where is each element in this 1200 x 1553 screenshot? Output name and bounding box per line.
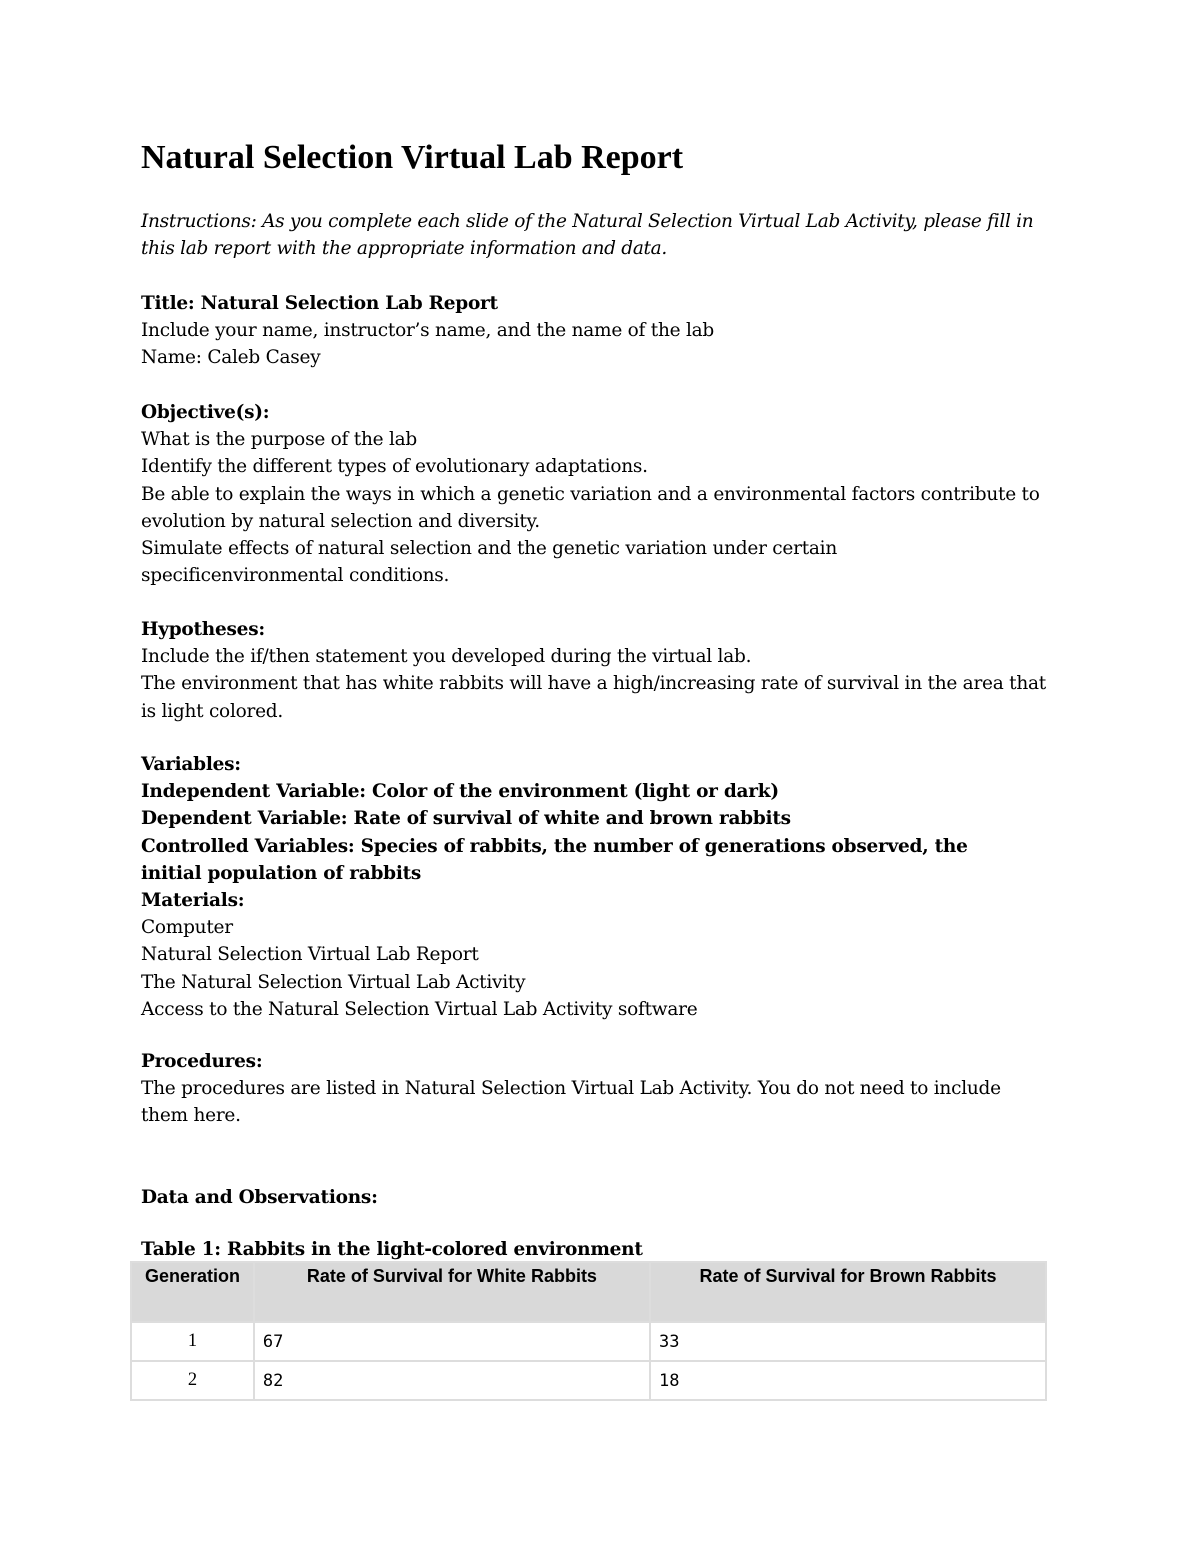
student-name: Name: Caleb Casey bbox=[141, 347, 321, 369]
title-section bbox=[141, 290, 1046, 372]
column-header-generation: Generation bbox=[131, 1262, 254, 1322]
hypotheses-heading: Hypotheses: bbox=[141, 619, 265, 640]
instructions-text: Instructions: As you complete each slide of the Natural Selection Virtual Lab Activity, please fill in this lab report with the appropriate information and data. bbox=[141, 211, 1034, 259]
procedures-heading: Procedures: bbox=[141, 1051, 263, 1072]
column-header-brown-rabbits: Rate of Survival for Brown Rabbits bbox=[650, 1262, 1046, 1322]
table-cell-white-rate: 67 bbox=[254, 1322, 650, 1361]
table-row bbox=[131, 1361, 1046, 1400]
procedures-section bbox=[141, 1048, 1046, 1130]
table-cell-generation: 1 bbox=[131, 1322, 254, 1361]
objective-item: Identify the different types of evolutionary adaptations. bbox=[141, 456, 648, 478]
table-row bbox=[131, 1322, 1046, 1361]
materials-heading: Materials: bbox=[141, 890, 245, 912]
variables-section bbox=[141, 751, 1046, 1023]
data-observations-section bbox=[141, 1184, 1046, 1211]
procedures-text: The procedures are listed in Natural Selection Virtual Lab Activity. You do not need to include them here. bbox=[141, 1078, 1001, 1127]
document-title: Natural Selection Virtual Lab Report bbox=[141, 139, 684, 176]
hypotheses-prompt: Include the if/then statement you developed during the virtual lab. bbox=[141, 646, 752, 668]
survival-table bbox=[130, 1261, 1047, 1401]
material-item: The Natural Selection Virtual Lab Activity bbox=[141, 971, 526, 993]
column-header-white-rabbits: Rate of Survival for White Rabbits bbox=[254, 1262, 650, 1322]
title-prompt: Include your name, instructor’s name, and the name of the lab bbox=[141, 320, 715, 342]
objectives-prompt: What is the purpose of the lab bbox=[141, 429, 417, 451]
table-caption: Table 1: Rabbits in the light-colored environment bbox=[141, 1239, 643, 1260]
objective-item: Be able to explain the ways in which a genetic variation and a environmental factors contribute to evolution by natural selection and diversity. bbox=[141, 483, 1040, 532]
hypothesis-statement: The environment that has white rabbits will have a high/increasing rate of survival in the area that is light colored. bbox=[141, 673, 1046, 722]
table-header-row bbox=[131, 1262, 1046, 1322]
material-item: Computer bbox=[141, 917, 233, 939]
data-observations-heading: Data and Observations: bbox=[141, 1187, 378, 1208]
independent-variable: Independent Variable: Color of the environment (light or dark) bbox=[141, 781, 779, 803]
table-cell-brown-rate: 33 bbox=[650, 1322, 1046, 1361]
table-cell-generation: 2 bbox=[131, 1361, 254, 1400]
controlled-variables: Controlled Variables: Species of rabbits, the number of generations observed, the initial population of rabbits bbox=[141, 835, 987, 884]
objectives-section bbox=[141, 399, 1046, 589]
objectives-heading: Objective(s): bbox=[141, 402, 270, 423]
variables-heading: Variables: bbox=[141, 754, 241, 775]
title-heading: Title: Natural Selection Lab Report bbox=[141, 293, 498, 314]
material-item: Access to the Natural Selection Virtual Lab Activity software bbox=[141, 998, 698, 1020]
dependent-variable: Dependent Variable: Rate of survival of white and brown rabbits bbox=[141, 808, 791, 830]
material-item: Natural Selection Virtual Lab Report bbox=[141, 944, 479, 966]
table-cell-white-rate: 82 bbox=[254, 1361, 650, 1400]
table-cell-brown-rate: 18 bbox=[650, 1361, 1046, 1400]
objective-item: Simulate effects of natural selection and the genetic variation under certain specificenvironmental conditions. bbox=[141, 538, 837, 587]
hypotheses-section bbox=[141, 616, 1046, 725]
